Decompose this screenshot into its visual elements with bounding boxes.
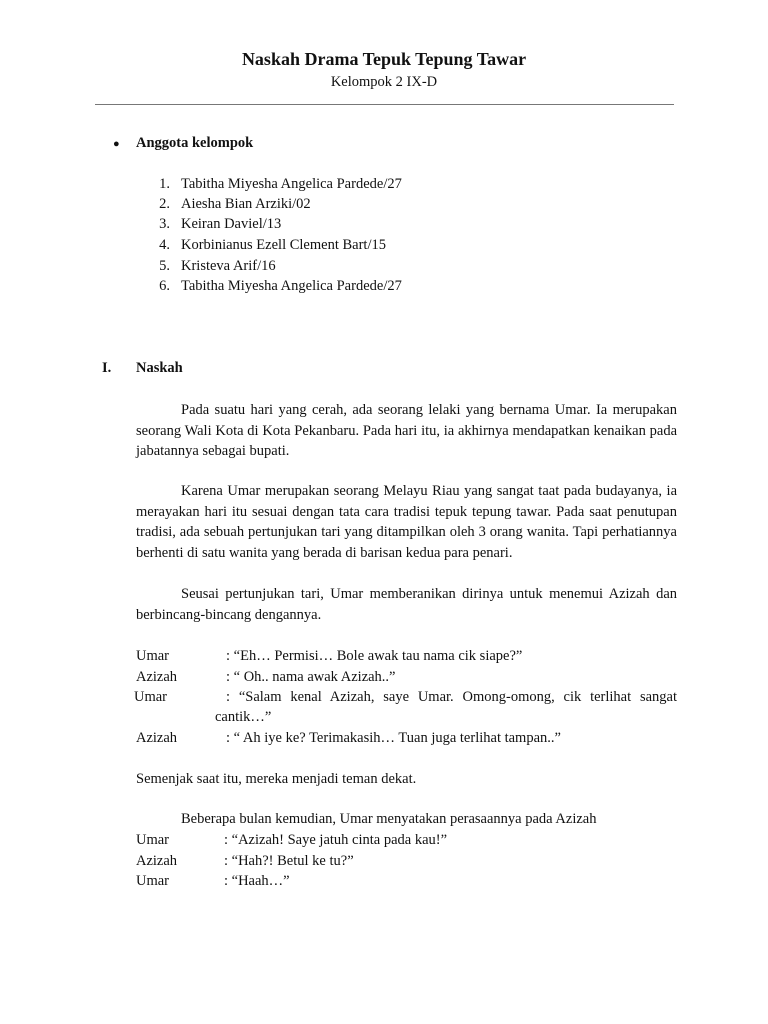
dialogue-line: : “Salam kenal Azizah, saye Umar. Omong-omong, cik terlihat sangat: [226, 689, 677, 705]
list-item-number: 4.: [159, 237, 170, 253]
header-divider: [95, 104, 674, 105]
document-subtitle: Kelompok 2 IX-D: [330, 74, 438, 90]
list-item: Korbinianus Ezell Clement Bart/15: [181, 237, 386, 253]
list-item: Keiran Daviel/13: [181, 216, 282, 232]
paragraph-text: Seusai pertunjukan tari, Umar memberanikan dirinya untuk menemui Azizah dan berbincang-bincang dengannya.: [136, 586, 677, 623]
list-item-number: 2.: [159, 196, 170, 212]
dialogue-speaker: Umar: [136, 873, 170, 889]
list-item-number: 6.: [159, 278, 170, 294]
dialogue-speaker: Azizah: [136, 669, 178, 685]
list-item-number: 5.: [159, 258, 170, 274]
dialogue-line: : “Hah?! Betul ke tu?”: [224, 853, 354, 869]
dialogue-line: : “Eh… Permisi… Bole awak tau nama cik siape?”: [226, 648, 523, 664]
dialogue-speaker: Umar: [136, 648, 170, 664]
dialogue-line: : “Haah…”: [224, 873, 290, 889]
list-item-number: 1.: [159, 176, 170, 192]
dialogue-line: : “ Oh.. nama awak Azizah..”: [226, 669, 396, 685]
paragraph-text: Karena Umar merupakan seorang Melayu Riau yang sangat taat pada budayanya, ia merayakan hari itu sesuai dengan tata cara tradisi tepuk tepung tawar. Pada saat penutupan tradisi, ada sebuah pertunjukan tari yang ditampilkan oleh 3 orang wanita. Tapi perhatiannya berhenti di satu wanita yang berada di barisan kedua para penari.: [136, 483, 677, 561]
section-numeral: I.: [102, 360, 112, 376]
dialogue-line-continuation: cantik…”: [215, 709, 272, 725]
narration-text: Beberapa bulan kemudian, Umar menyatakan perasaannya pada Azizah: [181, 811, 597, 827]
list-item: Aiesha Bian Arziki/02: [181, 196, 311, 212]
paragraph-text: Pada suatu hari yang cerah, ada seorang lelaki yang bernama Umar. Ia merupakan seorang Wali Kota di Kota Pekanbaru. Pada hari itu, ia akhirnya mendapatkan kenaikan pada jabatannya sebagai bupati.: [136, 402, 677, 459]
dialogue-speaker: Umar: [134, 689, 168, 705]
story-paragraph: [136, 584, 677, 625]
story-paragraph: [136, 400, 677, 462]
list-item: Kristeva Arif/16: [181, 258, 276, 274]
dialogue-line: : “ Ah iye ke? Terimakasih… Tuan juga terlihat tampan..”: [226, 730, 561, 746]
dialogue-line: : “Azizah! Saye jatuh cinta pada kau!”: [224, 832, 448, 848]
dialogue-speaker: Azizah: [136, 730, 178, 746]
list-item-number: 3.: [159, 216, 170, 232]
list-item: Tabitha Miyesha Angelica Pardede/27: [181, 278, 402, 294]
story-paragraph: [136, 481, 677, 563]
bullet-icon: ●: [113, 138, 120, 150]
list-item: Tabitha Miyesha Angelica Pardede/27: [181, 176, 402, 192]
dialogue-speaker: Azizah: [136, 853, 178, 869]
dialogue-speaker: Umar: [136, 832, 170, 848]
section-title: Naskah: [136, 360, 183, 376]
members-heading: Anggota kelompok: [136, 135, 254, 151]
document-title: Naskah Drama Tepuk Tepung Tawar: [241, 49, 527, 69]
narration-text: Semenjak saat itu, mereka menjadi teman dekat.: [136, 771, 417, 787]
